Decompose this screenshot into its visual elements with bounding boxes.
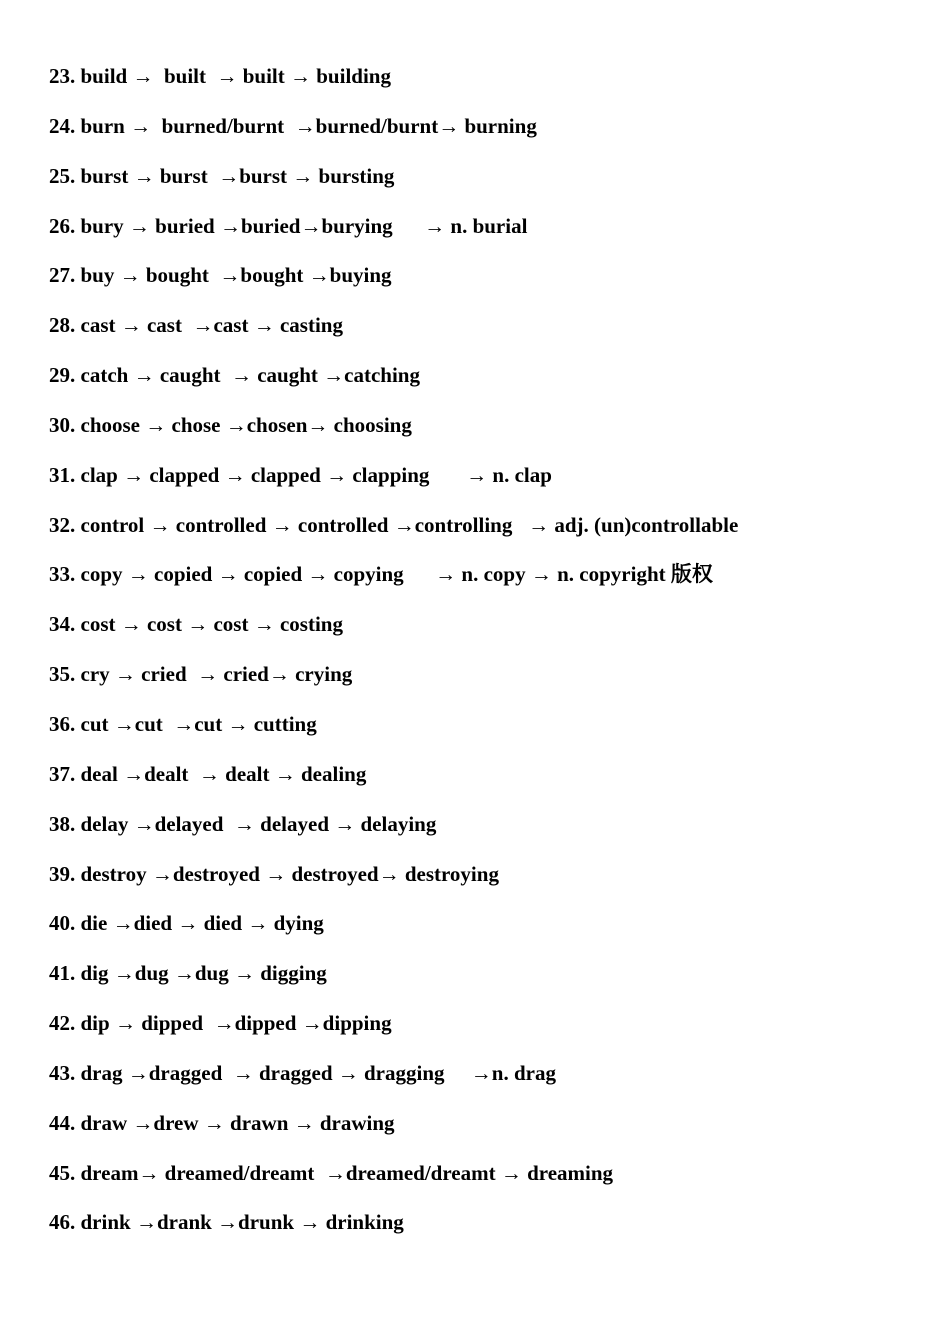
- verb-entry-34: 34. cost → cost → cost → costing: [49, 612, 343, 637]
- verb-entry-35: 35. cry → cried → cried→ crying: [49, 662, 353, 687]
- verb-entry-25: 25. burst → burst →burst → bursting: [49, 163, 395, 188]
- verb-entry-30: 30. choose → chose →chosen→ choosing: [49, 412, 412, 437]
- verb-entry-28: 28. cast → cast →cast → casting: [49, 313, 343, 338]
- verb-entry-33: 33. copy → copied → copied → copying → n. copy → n. copyright 版权: [49, 562, 713, 587]
- verb-entry-44: 44. draw →drew → drawn → drawing: [49, 1110, 395, 1135]
- verb-entry-26: 26. bury → buried →buried→burying → n. burial: [49, 213, 528, 238]
- verb-entry-31: 31. clap → clapped → clapped → clapping → n. clap: [49, 462, 552, 487]
- verb-entry-40: 40. die →died → died → dying: [49, 911, 324, 936]
- verb-entry-24: 24. burn → burned/burnt →burned/burnt→ burning: [49, 113, 537, 138]
- verb-entry-43: 43. drag →dragged → dragged → dragging →n. drag: [49, 1060, 556, 1085]
- verb-entry-38: 38. delay →delayed → delayed → delaying: [49, 811, 437, 836]
- verb-entry-37: 37. deal →dealt → dealt → dealing: [49, 761, 367, 786]
- verb-entry-42: 42. dip → dipped →dipped →dipping: [49, 1011, 392, 1036]
- verb-entry-39: 39. destroy →destroyed → destroyed→ destroying: [49, 861, 499, 886]
- verb-entry-41: 41. dig →dug →dug → digging: [49, 961, 327, 986]
- verb-entry-23: 23. build → built → built → building: [49, 64, 391, 88]
- verb-entry-36: 36. cut →cut →cut → cutting: [49, 711, 317, 736]
- verb-forms-document: [49, 58, 929, 1254]
- verb-entry-29: 29. catch → caught → caught →catching: [49, 363, 420, 388]
- verb-entry-46: 46. drink →drank →drunk → drinking: [49, 1210, 404, 1235]
- verb-entry-45: 45. dream→ dreamed/dreamt →dreamed/dreamt → dreaming: [49, 1160, 614, 1185]
- verb-entry-27: 27. buy → bought →bought →buying: [49, 263, 392, 288]
- verb-entry-32: 32. control → controlled → controlled →controlling → adj. (un)controllable: [49, 512, 739, 537]
